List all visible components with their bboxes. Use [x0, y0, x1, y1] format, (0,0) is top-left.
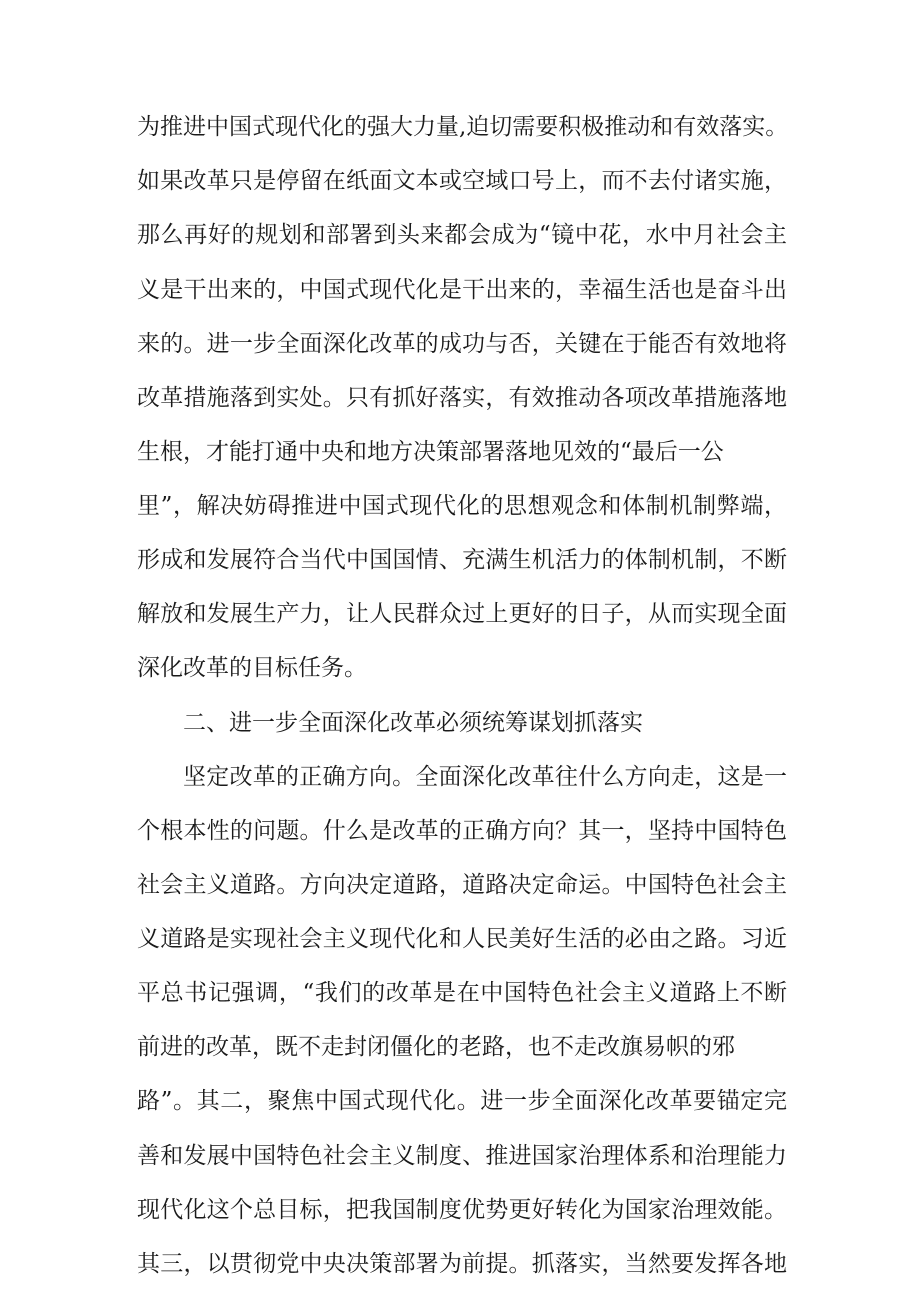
paragraph-line-21: 现代化这个总目标，把我国制度优势更好转化为国家治理效能。	[137, 1197, 787, 1223]
paragraph-line-3: 那么再好的规划和部署到头来都会成为“镜中花，水中月社会主	[137, 222, 787, 248]
paragraph-line-1: 为推进中国式现代化的强大力量,迫切需要积极推动和有效落实。	[137, 114, 789, 140]
paragraph-line-13: 坚定改革的正确方向。全面深化改革往什么方向走，这是一	[183, 764, 787, 790]
section-heading: 二、进一步全面深化改革必须统筹谋划抓落实	[183, 710, 643, 736]
paragraph-line-11: 深化改革的目标任务。	[137, 655, 367, 681]
paragraph-line-8: 里”，解决妨碍推进中国式现代化的思想观念和体制机制弊端，	[137, 493, 787, 519]
paragraph-line-7: 生根，才能打通中央和地方决策部署落地见效的“最后一公	[137, 439, 724, 465]
paragraph-line-14: 个根本性的问题。什么是改革的正确方向？其一，坚持中国特色	[137, 818, 787, 844]
paragraph-line-15: 社会主义道路。方向决定道路，道路决定命运。中国特色社会主	[137, 872, 787, 898]
paragraph-line-19: 路”。其二，聚焦中国式现代化。进一步全面深化改革要锚定完	[137, 1088, 787, 1114]
paragraph-line-6: 改革措施落到实处。只有抓好落实，有效推动各项改革措施落地	[137, 385, 787, 411]
paragraph-line-5: 来的。进一步全面深化改革的成功与否，关键在于能否有效地将	[137, 331, 787, 357]
paragraph-line-10: 解放和发展生产力，让人民群众过上更好的日子，从而实现全面	[137, 601, 787, 627]
paragraph-line-2: 如果改革只是停留在纸面文本或空域口号上，而不去付诸实施，	[137, 168, 787, 194]
paragraph-line-18: 前进的改革，既不走封闭僵化的老路，也不走改旗易帜的邪	[137, 1034, 735, 1060]
paragraph-line-17: 平总书记强调，“我们的改革是在中国特色社会主义道路上不断	[137, 980, 787, 1006]
paragraph-line-22: 其三，以贯彻党中央决策部署为前提。抓落实，当然要发挥各地	[137, 1251, 787, 1277]
paragraph-line-9: 形成和发展符合当代中国国情、充满生机活力的体制机制，不断	[137, 547, 787, 573]
paragraph-line-20: 善和发展中国特色社会主义制度、推进国家治理体系和治理能力	[137, 1143, 787, 1169]
paragraph-line-16: 义道路是实现社会主义现代化和人民美好生活的必由之路。习近	[137, 926, 787, 952]
paragraph-line-4: 义是干出来的，中国式现代化是干出来的，幸福生活也是奋斗出	[137, 277, 787, 303]
